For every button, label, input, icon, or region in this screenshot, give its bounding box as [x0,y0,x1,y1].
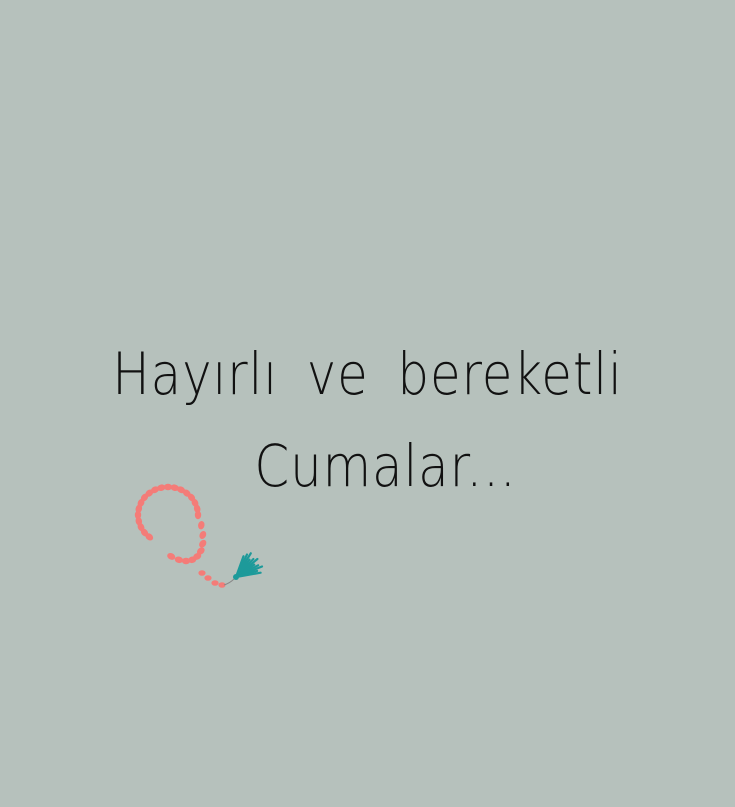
bead [198,538,208,549]
prayer-beads-icon [130,475,280,600]
bead [195,511,201,519]
bead-string [224,579,234,585]
greeting-line-2: Cumalar... [254,432,517,500]
bead [204,575,211,581]
bead [198,530,207,540]
bead [197,520,205,530]
greeting-line-1: Hayırlı ve bereketli [112,340,623,408]
tassel-knot [233,574,239,580]
bead [182,558,190,564]
bead [211,580,218,586]
bead [174,556,184,564]
bead [198,570,205,576]
